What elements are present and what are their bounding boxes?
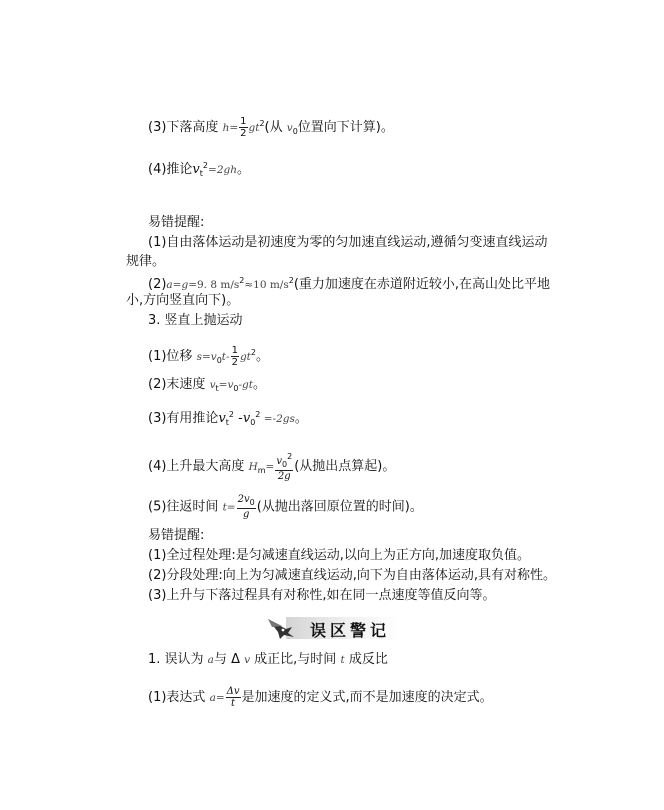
mistake-line2: (1)表达式 a= $\frac{\Delta v}{t}$ 是加速度的定义式,而不是加速度的决定式。 — [148, 686, 493, 709]
section-banner — [262, 614, 400, 642]
tips1-heading: 易错提醒: — [148, 215, 205, 230]
tips2-line2: (2)分段处理:向上为匀减速直线运动,向下为自由落体运动,具有对称性。 — [148, 568, 557, 583]
inference-line: (4)推论$v_t^2=2gh$。 — [148, 161, 250, 178]
tips2-line1: (1)全过程处理:是匀减速直线运动,以向上为正方向,加速度取负值。 — [148, 548, 531, 563]
pen-nib-icon — [262, 615, 302, 641]
mistake-line1: 1. 误认为 a与 Δ v 成正比,与时间 t 成反比 — [148, 652, 388, 667]
tips1-line3: (2)a=g=9. 8 $m/s^2\approx 10$ $m/s^2$(重力加速度在赤道附近较小,在高山处比平地 — [148, 276, 551, 292]
tips1-line2: 规律。 — [126, 254, 166, 269]
time-fraction: $\frac{2v_0}{g}$ — [237, 494, 255, 520]
half-fraction: $\frac{1}{2}$ — [240, 116, 247, 139]
half-fraction: $\frac{1}{2}$ — [231, 345, 238, 368]
tips2-line3: (3)上升与下落过程具有对称性,如在同一点速度等值反向等。 — [148, 588, 496, 603]
acceleration-fraction: $\frac{\Delta v}{t}$ — [226, 686, 240, 709]
drop-height-line: (3)下落高度 h= $\frac{1}{2}$ $gt^2$(从 $v_0$位置向下计算)。 — [148, 116, 394, 139]
final-velocity-line: (2)末速度 $v_t=v_0-gt$。 — [148, 377, 266, 393]
tips1-line4: 小,方向竖直向下)。 — [126, 293, 240, 308]
max-height-line: (4)上升最大高度 $H_m=$ $\frac{v_0^2}{2g}$ (从抛出点算起)。 — [148, 452, 396, 482]
tips2-heading: 易错提醒: — [148, 528, 205, 543]
banner-title: 误区警记 — [310, 621, 391, 640]
tips1-line1: (1)自由落体运动是初速度为零的匀加速直线运动,遵循匀变速直线运动 — [148, 235, 548, 250]
max-height-fraction: $\frac{v_0^2}{2g}$ — [276, 452, 293, 482]
vertical-heading: 3. 竖直上抛运动 — [148, 313, 243, 328]
round-trip-time-line: (5)往返时间 t= $\frac{2v_0}{g}$ (从抛出落回原位置的时间)。 — [148, 494, 423, 520]
useful-inference-line: (3)有用推论$v_t^2$ $-v_0^2 =-2gs$。 — [148, 410, 308, 427]
displacement-line: (1)位移 $s=v_0t-$ $\frac{1}{2}$ $gt^2$。 — [148, 345, 269, 368]
